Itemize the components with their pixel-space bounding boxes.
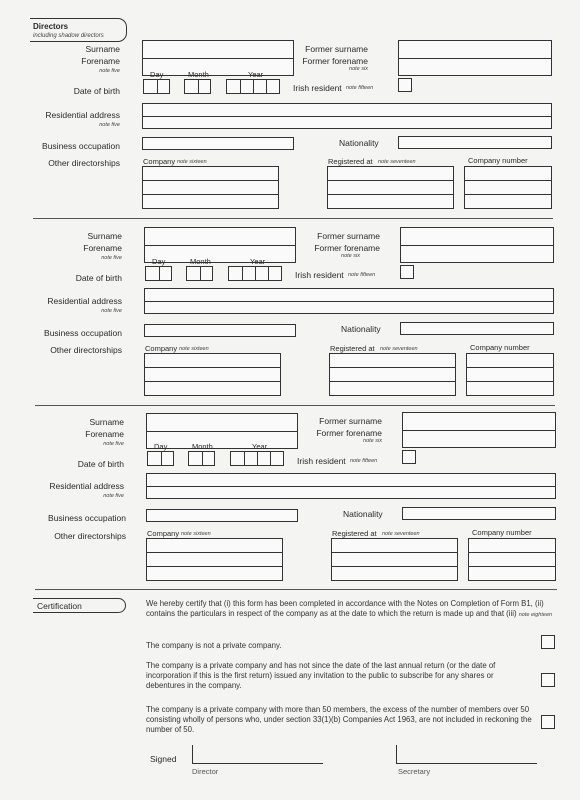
company-number-label: Company number	[472, 528, 532, 537]
registered-at-label: Registered at	[330, 344, 375, 353]
year-label: Year	[248, 70, 264, 79]
secretary-signature-line[interactable]	[396, 745, 537, 764]
company-label: Company	[145, 344, 178, 353]
former-forename-label: Former forename	[302, 56, 368, 66]
former-forename-label: Former forename	[316, 428, 382, 438]
other-company-input[interactable]	[146, 538, 283, 581]
name-input[interactable]	[146, 413, 298, 449]
section-divider	[35, 589, 557, 590]
month-label: Month	[188, 70, 209, 79]
directors-title: Directors	[33, 22, 69, 31]
surname-label: Surname	[89, 417, 124, 427]
business-occupation-label: Business occupation	[42, 141, 120, 151]
nationality-input[interactable]	[402, 507, 556, 520]
irish-resident-label: Irish resident	[293, 83, 342, 93]
note-seventeen: note seventeen	[380, 346, 418, 352]
option-not-private: The company is not a private company.	[146, 641, 282, 650]
section-divider	[33, 218, 553, 219]
residential-address-label: Residential address	[49, 481, 124, 491]
director-signature-line[interactable]	[192, 745, 323, 764]
residential-address-input[interactable]	[142, 103, 552, 129]
surname-label: Surname	[87, 231, 122, 241]
option-private-over-50: The company is a private company with more than 50 members, the excess of the number of members over 50 consisting wholly of persons who, under section 33(1)(b) Companies Act 1963, are not included in reckoning the number of 50.	[146, 705, 532, 734]
signed-label: Signed	[150, 754, 177, 764]
directors-subtitle: including shadow directors	[33, 33, 104, 39]
option-private-over-50-checkbox[interactable]	[541, 715, 555, 729]
nationality-label: Nationality	[339, 138, 379, 148]
note-five: note five	[101, 308, 122, 314]
former-surname-label: Former surname	[317, 231, 380, 241]
option-private-no-invitation: The company is a private company and has not since the date of the last annual return (or the date of incorporation if this is the first return) issued any invitation to the public to subscribe for any shares or debentures in the company.	[146, 661, 496, 690]
company-number-label: Company number	[470, 343, 530, 352]
former-name-input[interactable]	[400, 227, 554, 263]
director-label: Director	[192, 767, 219, 776]
note-six: note six	[363, 438, 382, 444]
note-sixteen: note sixteen	[179, 346, 209, 352]
dob-month-input[interactable]	[188, 451, 215, 466]
nationality-input[interactable]	[400, 322, 554, 335]
date-of-birth-label: Date of birth	[77, 459, 124, 469]
dob-day-input[interactable]	[145, 266, 172, 281]
registered-at-label: Registered at	[332, 529, 377, 538]
former-forename-label: Former forename	[314, 243, 380, 253]
registered-at-input[interactable]	[331, 538, 458, 581]
certification-tab	[33, 598, 126, 613]
irish-resident-checkbox[interactable]	[400, 265, 414, 279]
secretary-label: Secretary	[398, 767, 431, 776]
former-name-input[interactable]	[398, 40, 552, 76]
dob-year-input[interactable]	[230, 451, 284, 466]
registered-at-input[interactable]	[327, 166, 454, 209]
option-private-no-invitation-checkbox[interactable]	[541, 673, 555, 687]
note-five: note five	[99, 68, 120, 74]
date-of-birth-label: Date of birth	[73, 86, 120, 96]
residential-address-input[interactable]	[144, 288, 554, 314]
month-label: Month	[192, 442, 213, 451]
business-occupation-input[interactable]	[146, 509, 298, 522]
nationality-input[interactable]	[398, 136, 552, 149]
dob-month-input[interactable]	[184, 79, 211, 94]
dob-day-input[interactable]	[143, 79, 170, 94]
other-company-input[interactable]	[144, 353, 281, 396]
note-six: note six	[341, 253, 360, 259]
directors-tab	[30, 18, 127, 42]
registered-at-label: Registered at	[328, 157, 373, 166]
dob-month-input[interactable]	[186, 266, 213, 281]
forename-label: Forename	[81, 56, 120, 66]
note-five: note five	[101, 255, 122, 261]
surname-label: Surname	[85, 44, 120, 54]
note-fifteen: note fifteen	[348, 272, 376, 278]
company-number-input[interactable]	[464, 166, 552, 209]
month-label: Month	[190, 257, 211, 266]
business-occupation-label: Business occupation	[48, 513, 126, 523]
other-directorships-label: Other directorships	[54, 531, 126, 541]
day-label: Day	[150, 70, 164, 79]
business-occupation-label: Business occupation	[44, 328, 122, 338]
note-five: note five	[99, 122, 120, 128]
dob-year-input[interactable]	[226, 79, 280, 94]
day-label: Day	[152, 257, 166, 266]
statement-text: We hereby certify that (i) this form has been completed in accordance with the Notes on Completion of Form B1, (ii) contains the particulars in respect of the company as at the date to which the return is made up and that (iii)	[146, 599, 544, 618]
note-fifteen: note fifteen	[346, 85, 374, 91]
residential-address-label: Residential address	[45, 110, 120, 120]
forename-label: Forename	[85, 429, 124, 439]
business-occupation-input[interactable]	[142, 137, 294, 150]
day-label: Day	[154, 442, 168, 451]
nationality-label: Nationality	[341, 324, 381, 334]
name-input[interactable]	[144, 227, 296, 263]
note-sixteen: note sixteen	[177, 159, 207, 165]
residential-address-label: Residential address	[47, 296, 122, 306]
note-eighteen: note eighteen	[518, 612, 553, 618]
note-five: note five	[103, 493, 124, 499]
forename-label: Forename	[83, 243, 122, 253]
date-of-birth-label: Date of birth	[75, 273, 122, 283]
option-not-private-checkbox[interactable]	[541, 635, 555, 649]
note-seventeen: note seventeen	[382, 531, 420, 537]
dob-day-input[interactable]	[147, 451, 174, 466]
company-number-input[interactable]	[468, 538, 556, 581]
dob-year-input[interactable]	[228, 266, 282, 281]
business-occupation-input[interactable]	[144, 324, 296, 337]
name-input[interactable]	[142, 40, 294, 76]
irish-resident-checkbox[interactable]	[402, 450, 416, 464]
certification-title: Certification	[37, 601, 82, 611]
other-directorships-label: Other directorships	[50, 345, 122, 355]
certification-statement	[146, 599, 556, 619]
year-label: Year	[252, 442, 268, 451]
other-directorships-label: Other directorships	[48, 158, 120, 168]
company-number-input[interactable]	[466, 353, 554, 396]
nationality-label: Nationality	[343, 509, 383, 519]
other-company-input[interactable]	[142, 166, 279, 209]
former-surname-label: Former surname	[319, 416, 382, 426]
residential-address-input[interactable]	[146, 473, 556, 499]
company-label: Company	[143, 157, 176, 166]
former-surname-label: Former surname	[305, 44, 368, 54]
irish-resident-label: Irish resident	[295, 270, 344, 280]
year-label: Year	[250, 257, 266, 266]
note-sixteen: note sixteen	[181, 531, 211, 537]
company-number-label: Company number	[468, 156, 528, 165]
section-divider	[35, 405, 555, 406]
former-name-input[interactable]	[402, 412, 556, 448]
note-five: note five	[103, 441, 124, 447]
irish-resident-checkbox[interactable]	[398, 78, 412, 92]
company-label: Company	[147, 529, 180, 538]
irish-resident-label: Irish resident	[297, 456, 346, 466]
note-seventeen: note seventeen	[378, 159, 416, 165]
note-fifteen: note fifteen	[350, 458, 378, 464]
note-six: note six	[349, 66, 368, 72]
registered-at-input[interactable]	[329, 353, 456, 396]
